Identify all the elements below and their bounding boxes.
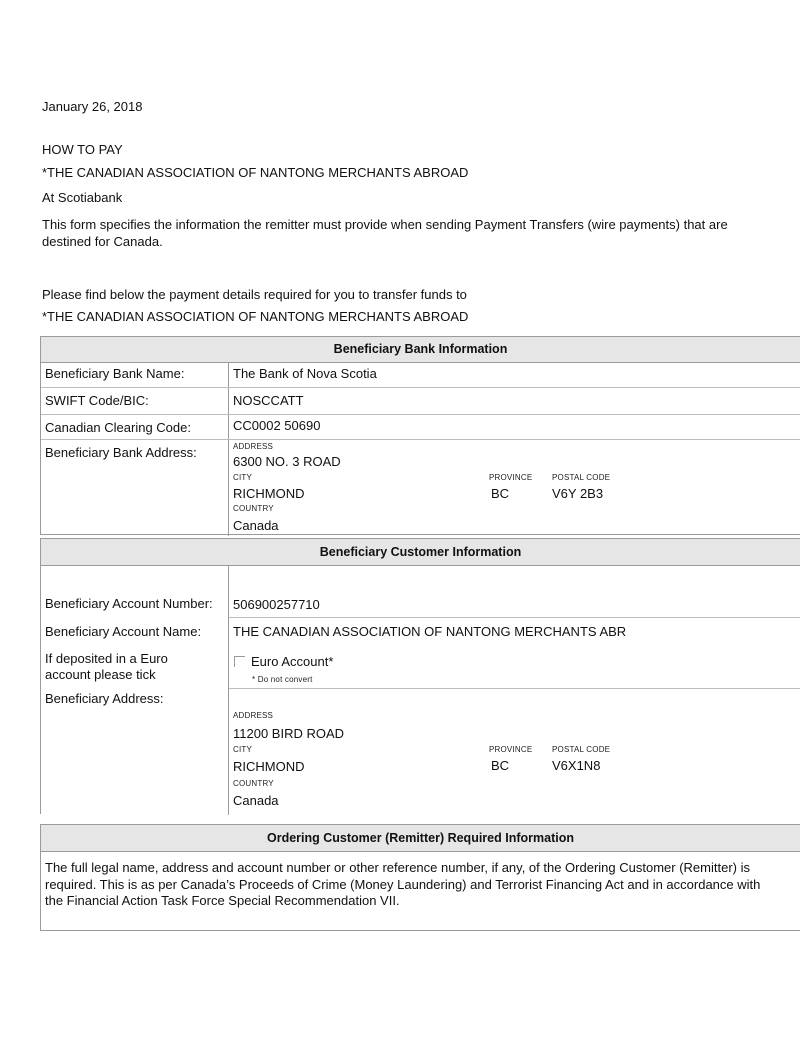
country-caption: COUNTRY (233, 779, 274, 788)
bank-line: At Scotiabank (42, 190, 123, 205)
clearing-code-value: CC0002 50690 (233, 418, 321, 433)
bank-name-value: The Bank of Nova Scotia (233, 366, 377, 381)
postal-code-caption: POSTAL CODE (552, 745, 611, 754)
bank-info-header: Beneficiary Bank Information (41, 337, 800, 363)
details-org-name: *THE CANADIAN ASSOCIATION OF NANTONG MERCHANTS ABROAD (42, 309, 469, 324)
bank-name-label: Beneficiary Bank Name: (45, 366, 185, 381)
row-divider (229, 617, 800, 618)
bank-address-label: Beneficiary Bank Address: (45, 445, 197, 460)
bank-country-value: Canada (233, 518, 279, 533)
swift-value: NOSCCATT (233, 393, 304, 408)
account-name-label: Beneficiary Account Name: (45, 624, 202, 639)
row-divider (41, 414, 800, 415)
account-number-value: 506900257710 (233, 597, 320, 612)
euro-account-checkbox[interactable] (234, 656, 245, 667)
page-heading: HOW TO PAY (42, 142, 123, 157)
document-date: January 26, 2018 (42, 99, 143, 114)
row-divider (41, 387, 800, 388)
euro-label-line1: If deposited in a Euro (45, 651, 168, 666)
postal-code-caption: POSTAL CODE (552, 473, 611, 482)
city-caption: CITY (233, 745, 253, 754)
province-caption: PROVINCE (489, 473, 533, 482)
bank-city-value: RICHMOND (233, 486, 305, 501)
customer-city-value: RICHMOND (233, 759, 305, 774)
clearing-code-label: Canadian Clearing Code: (45, 420, 191, 435)
bank-info-section (40, 336, 800, 535)
customer-info-header: Beneficiary Customer Information (41, 539, 800, 566)
customer-postal-code-value: V6X1N8 (552, 758, 601, 773)
country-caption: COUNTRY (233, 504, 274, 513)
euro-account-checkbox-label: Euro Account* (251, 654, 334, 669)
province-caption: PROVINCE (489, 745, 533, 754)
euro-label-line2: account please tick (45, 667, 156, 682)
bank-postal-code-value: V6Y 2B3 (552, 486, 604, 501)
address-caption: ADDRESS (233, 442, 274, 451)
city-caption: CITY (233, 473, 253, 482)
remitter-info-section (40, 824, 800, 931)
swift-label: SWIFT Code/BIC: (45, 393, 149, 408)
intro-paragraph: This form specifies the information the remitter must provide when sending Payment Transfers (wire payments) that are destined for Canada. (42, 217, 728, 249)
row-divider (41, 439, 800, 440)
customer-province-value: BC (491, 758, 510, 773)
remitter-requirements-text: The full legal name, address and account number or other reference number, if any, of the Ordering Customer (Remitter) is required. This is as per Canada’s Proceeds of Crime (Money Laundering) and Terrorist Financing Act and in accordance with the Financial Action Task Force Special Recommendation VII. (45, 860, 761, 908)
beneficiary-org-name: *THE CANADIAN ASSOCIATION OF NANTONG MERCHANTS ABROAD (42, 165, 469, 180)
customer-address-label: Beneficiary Address: (45, 691, 164, 706)
remitter-info-header: Ordering Customer (Remitter) Required Information (41, 825, 800, 852)
column-divider (228, 566, 229, 815)
address-caption: ADDRESS (233, 711, 274, 720)
details-intro: Please find below the payment details required for you to transfer funds to (42, 287, 467, 302)
customer-address-value: 11200 BIRD ROAD (233, 726, 345, 741)
column-divider (228, 363, 229, 536)
customer-country-value: Canada (233, 793, 279, 808)
bank-address-value: 6300 NO. 3 ROAD (233, 454, 341, 469)
account-number-label: Beneficiary Account Number: (45, 596, 213, 611)
row-divider (229, 688, 800, 689)
customer-info-section (40, 538, 800, 814)
euro-note: * Do not convert (252, 675, 313, 684)
bank-province-value: BC (491, 486, 510, 501)
account-name-value: THE CANADIAN ASSOCIATION OF NANTONG MERCHANTS ABR (233, 624, 627, 639)
